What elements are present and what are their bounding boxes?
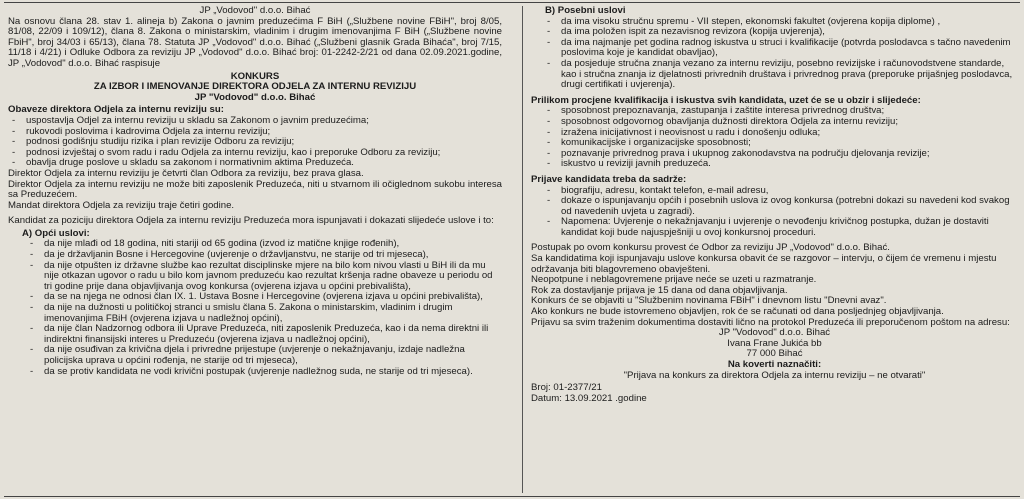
konkurs-company: JP "Vodovod" d.o.o. Bihać (194, 91, 316, 103)
duties-note: Direktor Odjela za internu reviziju ne može biti zaposlenik Preduzeća, niti u stvarnom ili očiglednom sukobu interesa sa Preduzećem. (8, 178, 502, 201)
right-column (522, 6, 1018, 493)
list-item: - biografiju, adresu, kontakt telefon, e-mail adresu, (561, 186, 1018, 197)
duties-note: Direktor Odjela za internu reviziju je četvrti član Odbora za reviziju, bez prava glasa. (8, 167, 364, 179)
list-item: - da ima najmanje pet godina radnog iskustva u struci i kvalifikacije (potvrda poslodavca s tačno navedenim poslovima koje je kandidat obavljao), (561, 38, 1018, 59)
list-item: - izražena inicijativnost i neovisnost u radu i donošenju odluka; (561, 128, 1018, 139)
envelope-note: "Prijava na konkurs za direktora Odjela za internu reviziju – ne otvarati" (623, 369, 926, 381)
conditions-intro: Kandidat za poziciju direktora Odjela za internu reviziju Preduzeća mora ispunjavati i dokazati slijedeće uslove i to: (8, 215, 494, 227)
list-item: - uspostavlja Odjel za internu reviziju u skladu sa Zakonom o javnim preduzećima; (26, 116, 502, 127)
list-item: - komunikacijske i organizacijske sposobnosti; (561, 138, 1018, 149)
list-item: - da ima položen ispit za nezavisnog revizora (kopija uvjerenja), (561, 27, 1018, 38)
list-item: - sposobnost odgovornog obavljanja dužnosti direktora Odjela za internu reviziju; (561, 117, 1018, 128)
criteria-list (531, 106, 1018, 170)
list-item: - rukovodi poslovima i kadrovima Odjela za internu reviziju; (26, 127, 502, 138)
application-paragraph: Ako konkurs ne bude istovremeno objavljen, rok će se računati od dana posljednjeg objavljivanja. (531, 306, 944, 318)
legal-intro: Na osnovu člana 28. stav 1. alineja b) Zakona o javnim preduzećima F BiH („Službene novine FBiH", broj 8/05, 81/08, 22/09 i 109/12), člana 8. Zakona o ministarskim, vladinim i drugim imenovanjima F BiH („Službene novine FbiH", broj 34/03 i 65/13), člana 78. Statuta JP „Vodovod" d.o.o. Bihać („Službeni glasnik Grada Bihaća", broj 7/15, 11/18 i 4/21) i Odluke Odbora za reviziju JP „Vodovod" d.o.o. Bihać broj: 01-2242-2/21 od dana 02.09.2021.godine, JP „Vodovod" d.o.o. Bihać raspisuje (8, 15, 502, 69)
application-paragraph: Postupak po ovom konkursu provest će Odbor za reviziju JP „Vodovod" d.o.o. Bihać. (531, 242, 890, 254)
list-item: - da je državljanin Bosne i Hercegovine (uvjerenje o državljanstvu, ne starije od tri mjeseca), (44, 250, 502, 261)
general-conditions-heading: A) Opći uslovi: (22, 227, 90, 239)
application-paragraph: Prijavu sa svim traženim dokumentima dostaviti lično na protokol Preduzeća ili preporučenom poštom na adresu: (531, 316, 1010, 328)
list-item: - obavlja druge poslove u skladu sa zakonom i normativnim aktima Preduzeća. (26, 158, 502, 169)
document-number: Broj: 01-2377/21 (531, 382, 602, 394)
duties-note: Mandat direktora Odjela za reviziju traje četiri godine. (8, 199, 235, 211)
list-item: - poznavanje privrednog prava i ukupnog zakonodavstva na području djelovanja revizije; (561, 149, 1018, 160)
list-item: - sposobnost prepoznavanja, zastupanja i zaštite interesa privrednog društva; (561, 106, 1018, 117)
list-item: - da nije na dužnosti u političkoj stranci u smislu člana 5. Zakona o ministarskim, vladinim i drugim imenovanjima FBiH (ovjerena izjava u nadležnoj općini), (44, 303, 502, 324)
list-item: - da nije otpušten iz državne službe kao rezultat disciplinske mjere na bilo kom nivou vlasti u BiH ili da mu nije otkazan ugovor o radu u bilo kom javnom preduzeću kao rezultat kršenja radne obaveze u periodu od tri godine prije dana objavljivanja ovog konkursa (ovjerena izjava u općini prebivališta), (44, 261, 502, 293)
criteria-heading: Prilikom procjene kvalifikacija i iskustva svih kandidata, uzet će se u obzir i slijedeće: (531, 94, 921, 106)
list-item: - podnosi izvještaj o svom radu i radu Odjela za internu reviziju, kao i preporuke Odboru za reviziju; (26, 148, 502, 159)
list-item: - da posjeduje stručna znanja vezano za internu reviziju, posebno revizijske i računovodstvene standarde, kao i stručna znanja iz djelatnosti privrednih društava i privrednog prava (preporuke prijašnjeg poslodavca, drugi certifikati i uvjerenja). (561, 59, 1018, 91)
list-item: - da se na njega ne odnosi član IX. 1. Ustava Bosne i Hercegovine (ovjerena izjava u općini prebivališta), (44, 292, 502, 303)
company-header: JP „Vodovod" d.o.o. Bihać (199, 5, 311, 16)
list-item: - Napomena: Uvjerenje o nekažnjavanju i uvjerenje o nevođenju krivičnog postupka, dužan je dostaviti kandidat koji bude najuspješniji u ovoj konkursnoj proceduri. (561, 217, 1018, 238)
special-conditions-heading: B) Posebni uslovi (545, 5, 626, 16)
konkurs-subtitle: ZA IZBOR I IMENOVANJE DIREKTORA ODJELA ZA INTERNU REVIZIJU (93, 81, 417, 93)
bottom-border (4, 496, 1020, 497)
left-column (8, 6, 502, 493)
address-street: Ivana Frane Jukića bb (727, 337, 822, 349)
application-heading: Prijave kandidata treba da sadrže: (531, 173, 687, 185)
application-list (531, 186, 1018, 239)
application-paragraph: Sa kandidatima koji ispunjavaju uslove konkursa obavit će se razgovor – intervju, o čijem će vremenu i mjestu održavanja biti blagovremeno obavješteni. (531, 253, 997, 275)
list-item: - podnosi godišnju studiju rizika i plan revizije Odboru za reviziju; (26, 137, 502, 148)
duties-list (8, 116, 502, 169)
special-conditions-list (531, 17, 1018, 91)
mailing-address (531, 328, 1018, 381)
list-item: - iskustvo u reviziji javnih preduzeća. (561, 159, 1018, 170)
application-paragraph: Konkurs će se objaviti u "Službenim novinama FBiH" i dnevnom listu "Dnevni avaz". (531, 295, 887, 307)
application-paragraph: Rok za dostavljanje prijava je 15 dana od dana objavljivanja. (531, 284, 788, 296)
address-city: 77 000 Bihać (746, 348, 803, 360)
list-item: - da ima visoku stručnu spremu - VII stepen, ekonomski fakultet (ovjerena kopija diplome) , (561, 17, 1018, 28)
list-item: - da nije član Nadzornog odbora ili Uprave Preduzeća, niti zaposlenik Preduzeća, kao i da nema direktni ili indirektni finansijski interes u Preduzeću (ovjerena izjava u nadležnoj općini), (44, 324, 502, 345)
application-paragraph: Neopotpune i neblagovremene prijave neće se uzeti u razmatranje. (531, 274, 817, 286)
duties-heading: Obaveze direktora Odjela za internu reviziju su: (8, 104, 224, 116)
envelope-label: Na koverti naznačiti: (727, 359, 822, 370)
address-company: JP "Vodovod" d.o.o. Bihać (718, 327, 831, 339)
list-item: - da nije mlađi od 18 godina, niti stariji od 65 godina (izvod iz matične knjige rođenih), (44, 239, 502, 250)
general-conditions-list (8, 239, 502, 377)
list-item: - da nije osuđivan za krivična djela i privredne prijestupe (uvjerenje o nekažnjavanju, izdaje nadležna policijska uprava u općini rođenja, ne starije od tri mjeseca), (44, 345, 502, 366)
konkurs-title: KONKURS (230, 70, 280, 82)
list-item: - dokaze o ispunjavanju općih i posebnih uslova iz ovog konkursa (potrebni dokazi su navedeni kod svakog od navedenih uvjeta u zagradi). (561, 196, 1018, 217)
list-item: - da se protiv kandidata ne vodi krivični postupak (uvjerenje nadležnog suda, ne starije od tri mjeseca). (44, 367, 502, 378)
top-border (4, 2, 1020, 3)
document-date: Datum: 13.09.2021 .godine (531, 392, 647, 404)
